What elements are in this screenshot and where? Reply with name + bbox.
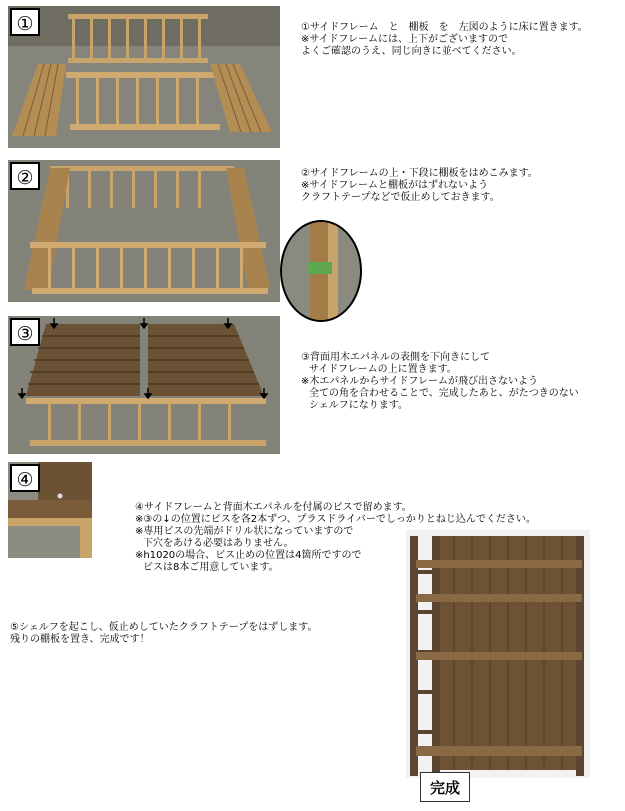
step4-line-1: ④サイドフレームと背面木エパネルを付属のビスで留めます。 xyxy=(135,502,412,513)
step3-line-1: ③背面用木エパネルの表側を下向きにして xyxy=(301,352,490,363)
step1-line-1: ①サイドフレーム と 棚板 を 左図のように床に置きます。 xyxy=(301,22,588,33)
step4-badge: ④ xyxy=(10,464,40,492)
step4-line-6: ビスは8本ご用意しています。 xyxy=(143,562,279,573)
step2-photo xyxy=(8,160,280,302)
step1-text xyxy=(301,22,588,58)
completed-shelf-photo xyxy=(406,530,590,778)
step1-line-3: よくご確認のうえ、同じ向きに並べてください。 xyxy=(301,46,522,57)
step4-line-5: ※h1020の場合、ビス止めの位置は4箇所ですので xyxy=(135,550,362,561)
step3-line-4: 全ての角を合わせることで、完成したあと、がたつきのない xyxy=(309,388,579,399)
step1-photo xyxy=(8,6,280,148)
step3-line-5: シェルフになります。 xyxy=(309,400,408,411)
step4-photo xyxy=(8,462,92,558)
step2-badge: ② xyxy=(10,162,40,190)
step5-text xyxy=(10,622,317,646)
step4-line-2: ※③の↓の位置にビスを各2本ずつ、プラスドライバーでしっかりとねじ込んでください。 xyxy=(135,514,536,525)
step3-text xyxy=(301,352,579,412)
step5-line-1: ⑤シェルフを起こし、仮止めしていたクラフトテープをはずします。 xyxy=(10,622,318,633)
step1-line-2: ※サイドフレームには、上下がございますので xyxy=(301,34,508,45)
step2-text xyxy=(301,168,538,204)
step3-badge: ③ xyxy=(10,318,40,346)
step1-badge: ① xyxy=(10,8,40,36)
step2-line-2: ※サイドフレームと棚板がはずれないよう xyxy=(301,180,488,191)
step2-line-3: クラフトテープなどで仮止めしておきます。 xyxy=(301,192,500,203)
step4-line-3: ※専用ビスの先端がドリル状になっていますので xyxy=(135,526,354,537)
completed-label: 完成 xyxy=(420,772,470,802)
step3-line-3: ※木エパネルからサイドフレームが飛び出さないよう xyxy=(301,376,538,387)
step3-photo xyxy=(8,316,280,454)
step2-line-1: ②サイドフレームの上・下段に棚板をはめこみます。 xyxy=(301,168,538,179)
step5-line-2: 残りの棚板を置き、完成です！ xyxy=(10,634,150,645)
step2-tape-inset xyxy=(280,220,362,322)
step4-line-4: 下穴をあける必要はありません。 xyxy=(143,538,294,549)
step3-line-2: サイドフレームの上に置きます。 xyxy=(309,364,457,375)
